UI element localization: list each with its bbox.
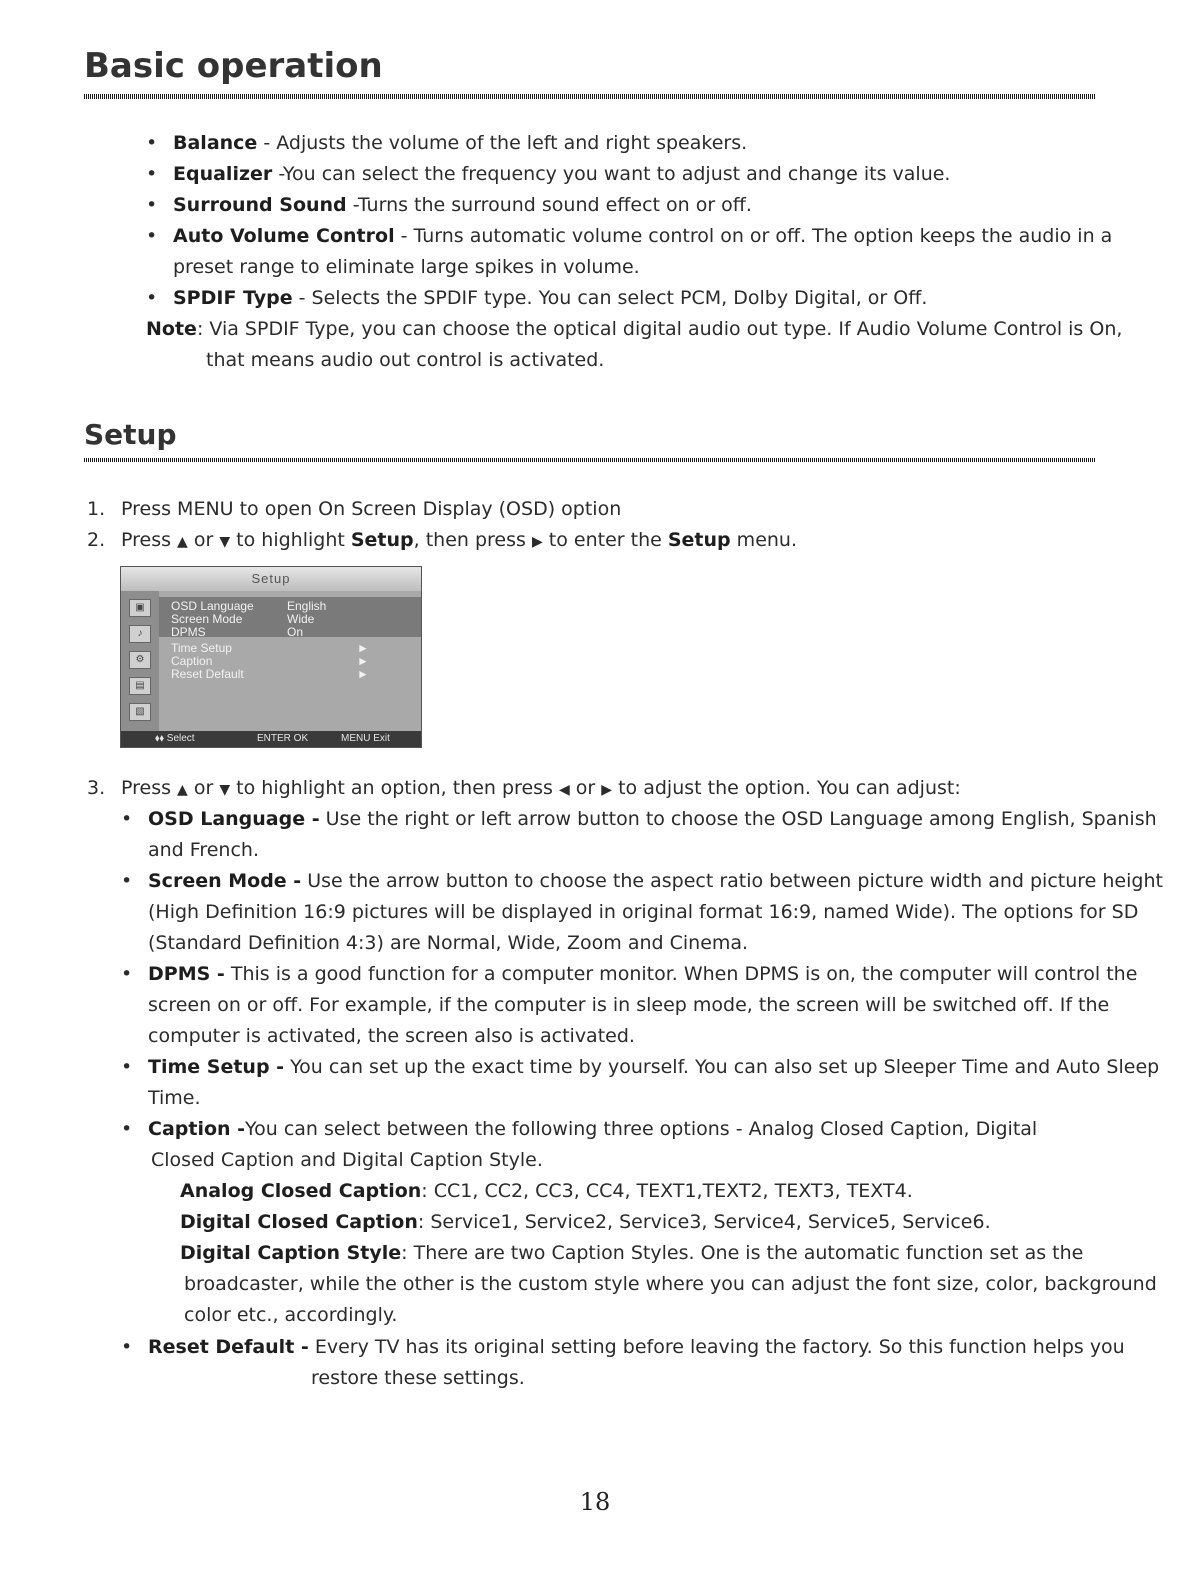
note-continuation: that means audio out control is activated. (206, 349, 605, 371)
sub-option-digital-closed-caption: Digital Closed Caption: Service1, Service2, Service3, Service4, Service5, Service6. (180, 1211, 991, 1233)
osd-title: Setup (121, 567, 421, 591)
page-number: 18 (579, 1488, 611, 1516)
option-continuation: (Standard Definition 4:3) are Normal, Wide, Zoom and Cinema. (148, 932, 749, 954)
osd-footer-bar (121, 731, 421, 747)
setup-icon: ⚙ (129, 651, 151, 669)
osd-row-label: Reset Default (171, 667, 244, 681)
osd-row-value: ► (357, 667, 369, 681)
osd-row-value: ► (357, 654, 369, 668)
osd-row-value: English (287, 599, 327, 613)
osd-row-label: Caption (171, 654, 213, 668)
section-title-setup: Setup (84, 418, 177, 451)
osd-row-value: On (287, 625, 304, 639)
lock-icon: ▤ (129, 677, 151, 695)
osd-hint-enter: ENTER OK (257, 733, 309, 744)
right-arrow-icon: ▶ (531, 534, 543, 550)
option-continuation: Closed Caption and Digital Caption Style. (151, 1149, 543, 1171)
option-continuation: restore these settings. (311, 1367, 525, 1389)
right-arrow-icon: ▶ (601, 782, 613, 798)
osd-row-value: ► (357, 641, 369, 655)
list-item-continuation: preset range to eliminate large spikes in volume. (173, 256, 640, 278)
up-arrow-icon: ▲ (177, 534, 188, 550)
down-arrow-icon: ▼ (219, 534, 231, 550)
up-arrow-icon: ▲ (177, 782, 188, 798)
sub-option-continuation: color etc., accordingly. (184, 1304, 398, 1326)
note: Note: Via SPDIF Type, you can choose the optical digital audio out type. If Audio Volume Control is On, (146, 318, 1123, 340)
sub-option-continuation: broadcaster, while the other is the custom style where you can adjust the font size, color, background (184, 1273, 1157, 1295)
osd-row-label: Time Setup (171, 641, 232, 655)
section-divider (84, 94, 1096, 99)
osd-row-label: OSD Language (171, 599, 254, 613)
channel-icon: ▧ (129, 703, 151, 721)
picture-icon: ▣ (129, 599, 151, 617)
osd-setup-menu-screenshot (120, 566, 422, 748)
osd-row-label: Screen Mode (171, 612, 243, 626)
option-continuation: (High Definition 16:9 pictures will be displayed in original format 16:9, named Wide). The options for SD (148, 901, 1139, 923)
sound-icon: ♪ (129, 625, 151, 643)
left-arrow-icon: ◀ (558, 782, 570, 798)
osd-icon-column (121, 591, 159, 731)
section-title-basic-operation: Basic operation (84, 46, 383, 86)
sub-option-analog-closed-caption: Analog Closed Caption: CC1, CC2, CC3, CC4, TEXT1,TEXT2, TEXT3, TEXT4. (180, 1180, 913, 1202)
osd-row-value: Wide (287, 612, 315, 626)
sub-option-digital-caption-style: Digital Caption Style: There are two Caption Styles. One is the automatic function set as the (180, 1242, 1084, 1264)
osd-hint-select: ⬧⬧ Select (155, 733, 195, 744)
option-continuation: Time. (148, 1087, 201, 1109)
option-continuation: computer is activated, the screen also is activated. (148, 1025, 635, 1047)
down-arrow-icon: ▼ (219, 782, 231, 798)
option-continuation: screen on or off. For example, if the computer is in sleep mode, the screen will be switched off. If the (148, 994, 1110, 1016)
osd-row-label: DPMS (171, 625, 206, 639)
option-continuation: and French. (148, 839, 259, 861)
osd-hint-menu: MENU Exit (341, 733, 390, 744)
section-divider (84, 458, 1096, 462)
